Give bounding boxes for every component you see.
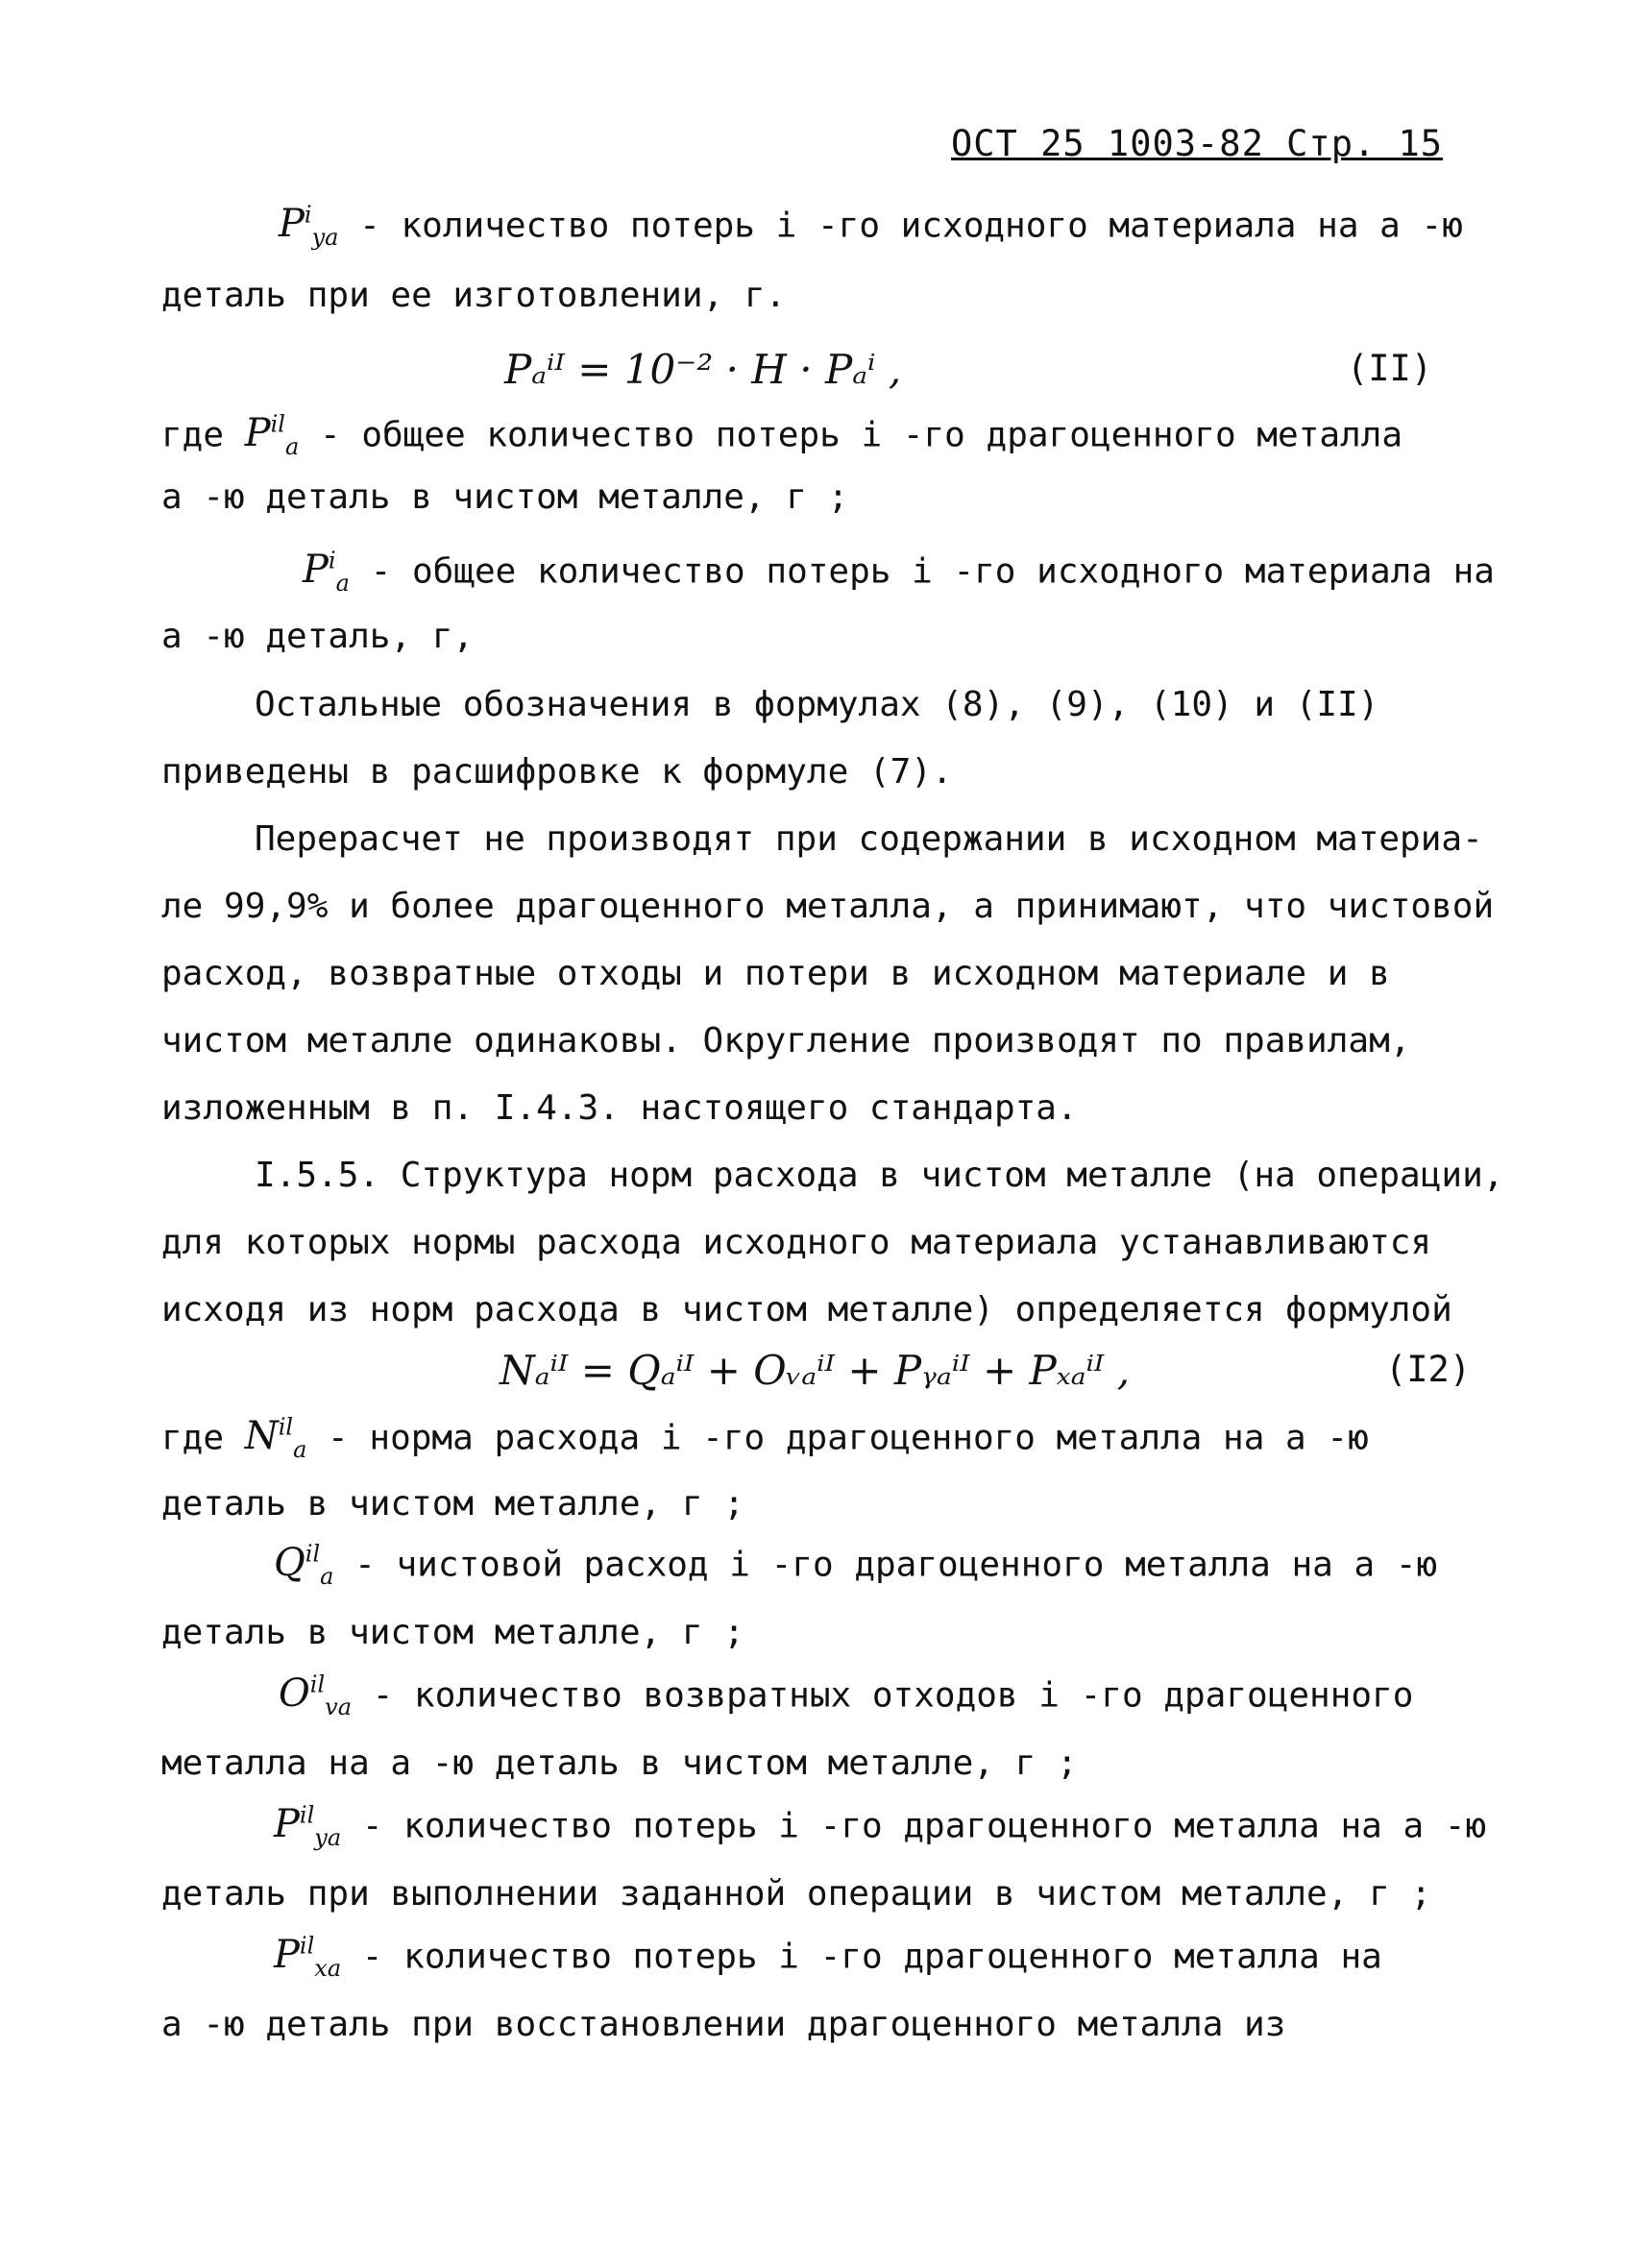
page-header: ОСТ 25 1003-82 Стр. 15	[951, 123, 1444, 164]
text-line: расход, возвратные отходы и потери в исходном материале и в	[161, 954, 1390, 993]
equation: Pₐⁱᴵ = 10⁻² · H · Pₐⁱ ,	[504, 346, 902, 393]
symbol: $P^i_{ya}$	[279, 202, 339, 252]
text-line: где $N^{il}_a$ - норма расхода i -го драгоценного металла на a -ю	[161, 1414, 1369, 1464]
text-line: a -ю деталь, г,	[161, 617, 475, 656]
text-line: металла на a -ю деталь в чистом металле, г ;	[161, 1744, 1078, 1783]
symbol: $P^{il}_{xa}$	[274, 1933, 342, 1983]
text-line: $P^i_a$ - общее количество потерь i -го исходного материала на	[303, 548, 1495, 597]
equation-number: (II)	[1347, 348, 1433, 389]
text-line: деталь при выполнении заданной операции в чистом металле, г ;	[161, 1874, 1432, 1914]
text-line: $P^{il}_{ya}$ - количество потерь i -го драгоценного металла на a -ю	[274, 1802, 1487, 1852]
text-line: деталь в чистом металле, г ;	[161, 1613, 744, 1652]
text-line: $Q^{il}_a$ - чистовой расход i -го драгоценного металла на a -ю	[274, 1541, 1438, 1591]
symbol: $N^{il}_a$	[244, 1414, 307, 1464]
text-line: чистом металле одинаковы. Округление производят по правилам,	[161, 1021, 1411, 1061]
symbol: $O^{il}_{va}$	[279, 1671, 353, 1721]
equation-number: (I2)	[1385, 1349, 1472, 1390]
text-line: a -ю деталь при восстановлении драгоценного металла из	[161, 2005, 1286, 2044]
equation: Nₐⁱᴵ = Qₐⁱᴵ + Oᵥₐⁱᴵ + Pᵧₐⁱᴵ + Pₓₐⁱᴵ ,	[500, 1347, 1131, 1394]
text-line: где $P^{il}_a$ - общее количество потерь i -го драгоценного металла	[161, 411, 1403, 461]
text-line: $P^i_{ya}$ - количество потерь i -го исходного материала на a -ю	[279, 202, 1463, 252]
text-line: I.5.5. Структура норм расхода в чистом металле (на операции,	[255, 1156, 1504, 1195]
text-line: деталь при ее изготовлении, г.	[161, 276, 787, 315]
text-line: a -ю деталь в чистом металле, г ;	[161, 477, 849, 517]
symbol: $P^{il}_{ya}$	[274, 1802, 342, 1852]
symbol: $P^{il}_a$	[244, 411, 300, 461]
text-line: изложенным в п. I.4.3. настоящего стандарта.	[161, 1088, 1078, 1128]
text-line: деталь в чистом металле, г ;	[161, 1484, 744, 1524]
text-line: исходя из норм расхода в чистом металле) определяется формулой	[161, 1290, 1452, 1329]
text-line: $O^{il}_{va}$ - количество возвратных отходов i -го драгоценного	[279, 1671, 1414, 1721]
text-line: Перерасчет не производят при содержании в исходном материа-	[255, 819, 1483, 859]
text-line: ле 99,9% и более драгоценного металла, а принимают, что чистовой	[161, 887, 1495, 926]
text-line: $P^{il}_{xa}$ - количество потерь i -го драгоценного металла на	[274, 1933, 1382, 1983]
text-line: Остальные обозначения в формулах (8), (9), (10) и (II)	[255, 685, 1379, 724]
symbol: $Q^{il}_a$	[274, 1541, 334, 1591]
symbol: $P^i_a$	[303, 548, 350, 597]
text-line: приведены в расшифровке к формуле (7).	[161, 752, 953, 792]
text-line: для которых нормы расхода исходного материала устанавливаются	[161, 1223, 1432, 1262]
